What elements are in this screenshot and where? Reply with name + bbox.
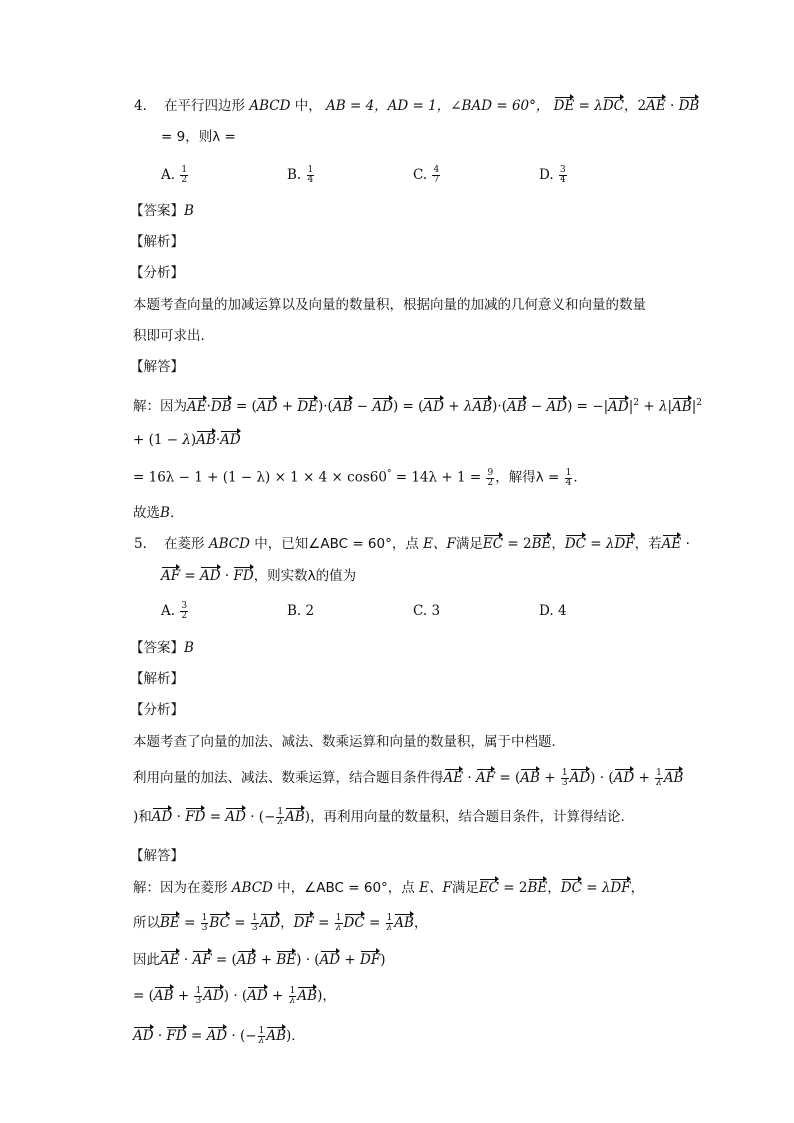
- q5-option-c: C. 3: [413, 603, 441, 619]
- q5-analysis-1: 本题考查了向量的加法、减法、数乘运算和向量的数量积，属于中档题．: [133, 734, 565, 750]
- q4-number: 4.: [134, 98, 147, 114]
- q5-jiexi-label: 【解析】: [130, 671, 184, 687]
- q5-answer: 【答案】B: [130, 640, 194, 656]
- q4-option-a: A. $\frac{1}{2}$: [161, 165, 188, 185]
- q5-fenxi-label: 【分析】: [130, 702, 184, 718]
- q4-jiexi-label: 【解析】: [130, 234, 184, 250]
- q4-conclusion: 故选B．: [133, 505, 184, 521]
- q4-analysis-1: 本题考查向量的加减运算以及向量的数量积，根据向量的加减的几何意义和向量的数量: [133, 297, 646, 313]
- q5-analysis-3: )和AD · FD = AD · (− $\frac{1}{\lambda}$ AB)，再利用向量的数量积，结合题目条件，计算得结论．: [133, 807, 635, 827]
- q5-stem-line2: AF = AD · FD，则实数λ的值为: [161, 568, 357, 584]
- q5-solution-line4: = (AB + $\frac{1}{3}$ AD) · (AD + $\frac{1}{\lambda}$ AB)，: [133, 986, 336, 1006]
- q4-answer: 【答案】B: [130, 203, 194, 219]
- q5-option-d: D. 4: [539, 603, 567, 619]
- q4-option-c: C. $\frac{4}{7}$: [413, 165, 440, 185]
- q5-stem-line1: 5. 在菱形 ABCD 中，已知∠ABC = 60°，点 E、F满足EC = 2BE，DC = λDF，若AE ·: [134, 536, 690, 552]
- q5-number: 5.: [134, 536, 147, 552]
- q5-solution-line5: AD · FD = AD · (− $\frac{1}{\lambda}$ AB)．: [133, 1026, 305, 1046]
- q5-solution-line2: 所以BE = $\frac{1}{3}$ BC = $\frac{1}{3}$ AD，DF = $\frac{1}{\lambda}$ DC = $\frac{1}{\lambda}$ AB，: [133, 913, 428, 933]
- q5-option-b: B. 2: [287, 603, 315, 619]
- q4-stem-line1: 4. 在平行四边形 ABCD 中， AB = 4，AD = 1，∠BAD = 60°， DE = λDC，2AE · DB: [134, 98, 700, 114]
- q5-analysis-2: 利用向量的加法、减法、数乘运算，结合题目条件得AE · AF = (AB + $\frac{1}{3}$ AD) · (AD + $\frac{1}{\lambda}$ AB: [133, 768, 684, 788]
- q4-option-b: B. $\frac{1}{4}$: [287, 165, 314, 185]
- q4-fenxi-label: 【分析】: [130, 265, 184, 281]
- q4-option-d: D. $\frac{3}{4}$: [539, 165, 566, 185]
- q5-jieda-label: 【解答】: [130, 848, 184, 864]
- q4-solution-line3: = 16λ − 1 + (1 − λ) × 1 × 4 × cos60° = 14λ + 1 = $\frac{9}{2}$ ，解得λ = $\frac{1}{4}$ ．: [133, 467, 587, 488]
- q5-solution-line3: 因此AE · AF = (AB + BE) · (AD + DF): [133, 952, 386, 968]
- q4-solution-line2: + (1 − λ)AB·AD: [133, 432, 241, 448]
- q4-stem-line2: = 9，则λ =: [161, 129, 236, 145]
- q4-jieda-label: 【解答】: [130, 359, 184, 375]
- q4-solution-line1: 解：因为$AE\cdot DB = (AD + DE)\cdot(AB - AD) = (AD + \lambda AB)\cdot(AB - AD) = -|AD|^2 + \lambda|AB|^2$: [133, 398, 703, 415]
- q4-analysis-2: 积即可求出．: [133, 328, 214, 344]
- q5-solution-line1: 解：因为在菱形 ABCD 中，∠ABC = 60°，点 E、F满足EC = 2BE，DC = λDF，: [133, 880, 645, 896]
- q5-option-a: A. $\frac{3}{2}$: [161, 601, 188, 621]
